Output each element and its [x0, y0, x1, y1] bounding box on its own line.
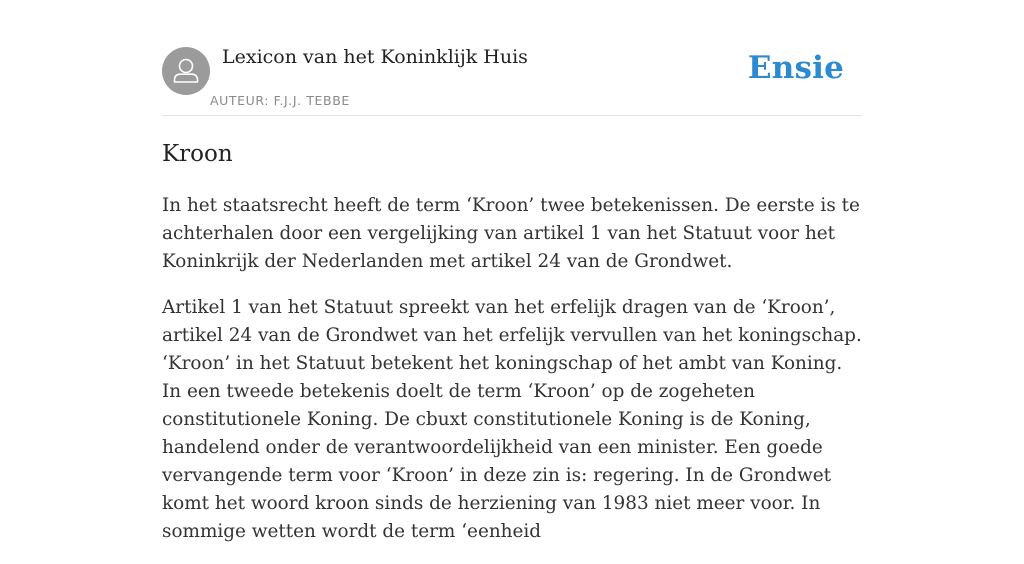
author-link[interactable]: AUTEUR: F.J.J. TEBBE	[210, 93, 350, 108]
user-avatar-icon	[162, 47, 210, 95]
article-paragraph-2: Artikel 1 van het Statuut spreekt van het erfelijk dragen van de ‘Kroon’, artikel 24 van de Grondwet van het erfelijk vervullen van het koningschap. ‘Kroon’ in het Statuut betekent het koningschap of het ambt van Koning. In een tweede betekenis doelt de term ‘Kroon’ op de zogeheten constitutionele Koning. De cbuxt constitutionele Koning is de Koning, handelend onder de verantwoordelijkheid van een minister. Een goede vervangende term voor ‘Kroon’ in deze zin is: regering. In de Grondwet komt het woord kroon sinds de herziening van 1983 niet meer voor. In sommige wetten wordt de term ‘eenheid	[162, 297, 862, 542]
article-paragraph-1: In het staatsrecht heeft de term ‘Kroon’ twee betekenissen. De eerste is te achterhalen door een vergelijking van artikel 1 van het Statuut voor het Koninkrijk der Nederlanden met artikel 24 van de Grondwet.	[162, 195, 860, 272]
book-title-link[interactable]: Lexicon van het Koninklijk Huis	[222, 46, 528, 68]
article-title: Kroon	[162, 141, 233, 167]
ensie-logo-link[interactable]: Ensie	[747, 50, 844, 86]
book-header	[162, 44, 862, 116]
article	[162, 138, 866, 564]
